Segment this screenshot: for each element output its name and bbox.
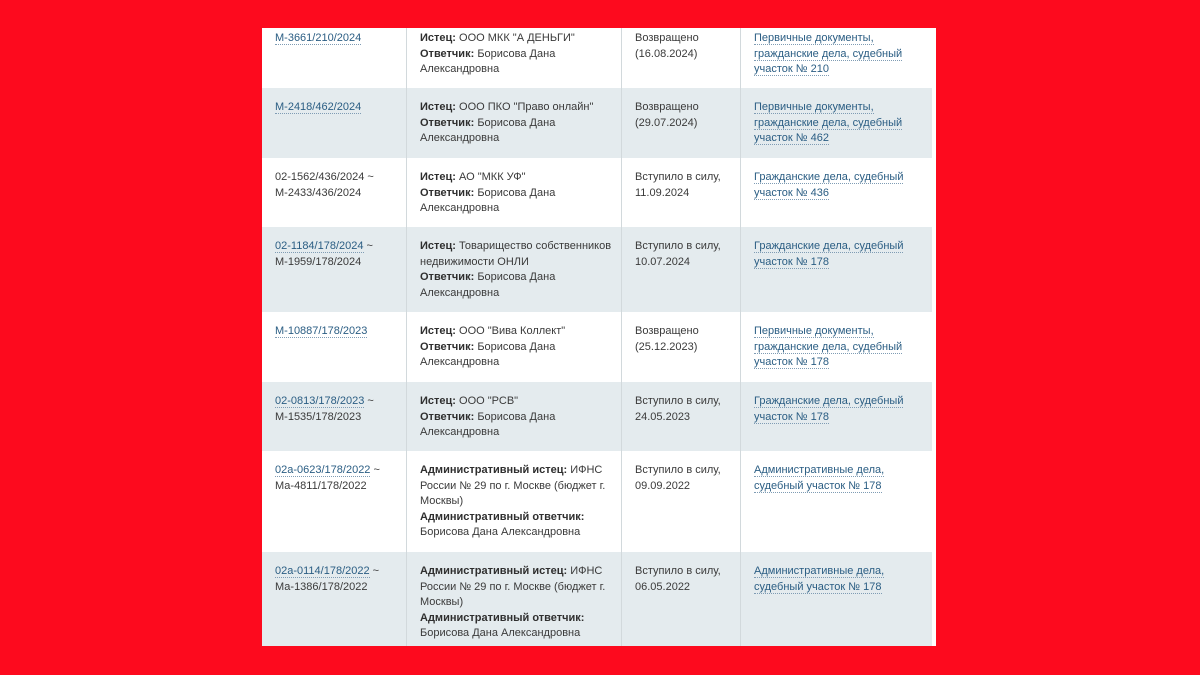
case-number-cell <box>262 451 406 552</box>
case-category-link[interactable]: Гражданские дела, судебный участок № 178 <box>754 240 904 268</box>
case-category-link[interactable]: Административные дела, судебный участок № 178 <box>754 464 885 492</box>
case-material-number: М-1535/178/2023 <box>275 410 362 423</box>
defendant-label: Административный ответчик: <box>420 510 585 523</box>
case-separator: ~ <box>364 171 374 183</box>
case-category-link[interactable]: Административные дела, судебный участок № 178 <box>754 565 885 593</box>
case-number-cell <box>262 158 406 227</box>
case-category-link[interactable]: Гражданские дела, судебный участок № 436 <box>754 171 904 199</box>
table-row <box>262 28 932 88</box>
plaintiff-name: ООО "РСВ" <box>459 395 519 407</box>
case-number-link[interactable]: 02-0813/178/2023 <box>275 395 365 407</box>
defendant-label: Ответчик: <box>420 340 475 353</box>
table-row <box>262 227 932 312</box>
plaintiff-label: Административный истец: <box>420 565 568 577</box>
category-cell <box>740 227 932 312</box>
category-cell <box>740 382 932 451</box>
case-number-link[interactable]: М-10887/178/2023 <box>275 325 368 337</box>
plaintiff-name: ООО МКК "А ДЕНЬГИ" <box>459 32 575 44</box>
case-number-cell <box>262 382 406 451</box>
case-number-link[interactable]: 02а-0623/178/2022 <box>275 464 371 476</box>
case-number-cell <box>262 312 406 382</box>
parties-cell <box>406 552 621 646</box>
case-number-link[interactable]: 02а-0114/178/2022 <box>275 565 370 577</box>
defendant-name: Борисова Дана Александровна <box>420 526 581 538</box>
defendant-name: Борисова Дана Александровна <box>420 116 556 144</box>
category-cell <box>740 552 932 646</box>
status-cell <box>621 552 740 646</box>
defendant-name: Борисова Дана Александровна <box>420 410 556 438</box>
parties-cell <box>406 451 621 552</box>
case-separator: ~ <box>369 565 380 577</box>
defendant-name: Борисова Дана Александровна <box>420 47 556 75</box>
category-cell <box>740 312 932 382</box>
plaintiff-name: АО "МКК УФ" <box>459 171 526 183</box>
plaintiff-name: ООО ПКО "Право онлайн" <box>459 101 594 113</box>
case-status: Вступило в силу, 06.05.2022 <box>635 565 721 593</box>
defendant-label: Ответчик: <box>420 271 475 283</box>
defendant-name: Борисова Дана Александровна <box>420 340 556 368</box>
category-cell <box>740 451 932 552</box>
case-status: Вступило в силу, 24.05.2023 <box>635 395 721 423</box>
parties-cell <box>406 227 621 312</box>
case-status: Возвращено (29.07.2024) <box>635 101 699 129</box>
plaintiff-label: Истец: <box>420 32 456 44</box>
status-cell <box>621 28 740 88</box>
case-separator: ~ <box>363 240 373 252</box>
case-status: Вступило в силу, 11.09.2024 <box>635 171 721 199</box>
case-number-cell <box>262 552 406 646</box>
parties-cell <box>406 382 621 451</box>
category-cell <box>740 158 932 227</box>
table-row <box>262 158 932 227</box>
case-separator: ~ <box>370 464 380 476</box>
plaintiff-name: Товарищество собственников недвижимости ОНЛИ <box>420 240 612 268</box>
case-category-link[interactable]: Первичные документы, гражданские дела, судебный участок № 462 <box>754 101 903 144</box>
plaintiff-name: ИФНС России № 29 по г. Москве (бюджет г. Москвы) <box>420 565 606 608</box>
defendant-name: Борисова Дана Александровна <box>420 271 556 299</box>
court-cases-panel <box>262 28 936 646</box>
defendant-label: Ответчик: <box>420 47 475 60</box>
case-material-number: Ма-1386/178/2022 <box>275 580 368 593</box>
plaintiff-label: Истец: <box>420 101 456 113</box>
table-row <box>262 88 932 158</box>
parties-cell <box>406 158 621 227</box>
case-number-link[interactable]: М-3661/210/2024 <box>275 32 362 44</box>
status-cell <box>621 88 740 158</box>
defendant-label: Административный ответчик: <box>420 611 585 624</box>
plaintiff-label: Истец: <box>420 325 456 337</box>
table-row <box>262 451 932 552</box>
table-row <box>262 382 932 451</box>
case-number-link[interactable]: 02-1184/178/2024 <box>275 240 364 252</box>
case-category-link[interactable]: Первичные документы, гражданские дела, судебный участок № 210 <box>754 32 903 75</box>
status-cell <box>621 158 740 227</box>
case-separator: ~ <box>364 395 374 407</box>
plaintiff-name: ИФНС России № 29 по г. Москве (бюджет г. Москвы) <box>420 464 606 507</box>
case-number-cell <box>262 28 406 88</box>
case-number-cell <box>262 88 406 158</box>
parties-cell <box>406 312 621 382</box>
plaintiff-name: ООО "Вива Коллект" <box>459 325 566 337</box>
case-number-link[interactable]: М-2418/462/2024 <box>275 101 362 113</box>
case-status: Вступило в силу, 09.09.2022 <box>635 464 721 492</box>
case-status: Вступило в силу, 10.07.2024 <box>635 240 721 268</box>
defendant-name: Борисова Дана Александровна <box>420 186 556 214</box>
defendant-name: Борисова Дана Александровна <box>420 627 581 639</box>
defendant-label: Ответчик: <box>420 186 475 199</box>
category-cell <box>740 28 932 88</box>
case-material-number: М-1959/178/2024 <box>275 255 362 268</box>
plaintiff-label: Истец: <box>420 171 456 183</box>
defendant-label: Ответчик: <box>420 116 475 129</box>
case-status: Возвращено (25.12.2023) <box>635 325 699 353</box>
plaintiff-label: Истец: <box>420 395 456 407</box>
table-row <box>262 312 932 382</box>
parties-cell <box>406 88 621 158</box>
case-material-number: Ма-4811/178/2022 <box>275 479 367 492</box>
status-cell <box>621 382 740 451</box>
parties-cell <box>406 28 621 88</box>
table-row <box>262 552 932 646</box>
case-number-link[interactable]: 02-1562/436/2024 <box>275 171 365 183</box>
status-cell <box>621 312 740 382</box>
case-status: Возвращено (16.08.2024) <box>635 32 699 60</box>
case-category-link[interactable]: Гражданские дела, судебный участок № 178 <box>754 395 904 423</box>
defendant-label: Ответчик: <box>420 410 475 423</box>
category-cell <box>740 88 932 158</box>
status-cell <box>621 227 740 312</box>
case-number-cell <box>262 227 406 312</box>
plaintiff-label: Истец: <box>420 240 456 252</box>
status-cell <box>621 451 740 552</box>
plaintiff-label: Административный истец: <box>420 464 568 476</box>
case-category-link[interactable]: Первичные документы, гражданские дела, судебный участок № 178 <box>754 325 903 368</box>
case-material-number: М-2433/436/2024 <box>275 186 362 199</box>
